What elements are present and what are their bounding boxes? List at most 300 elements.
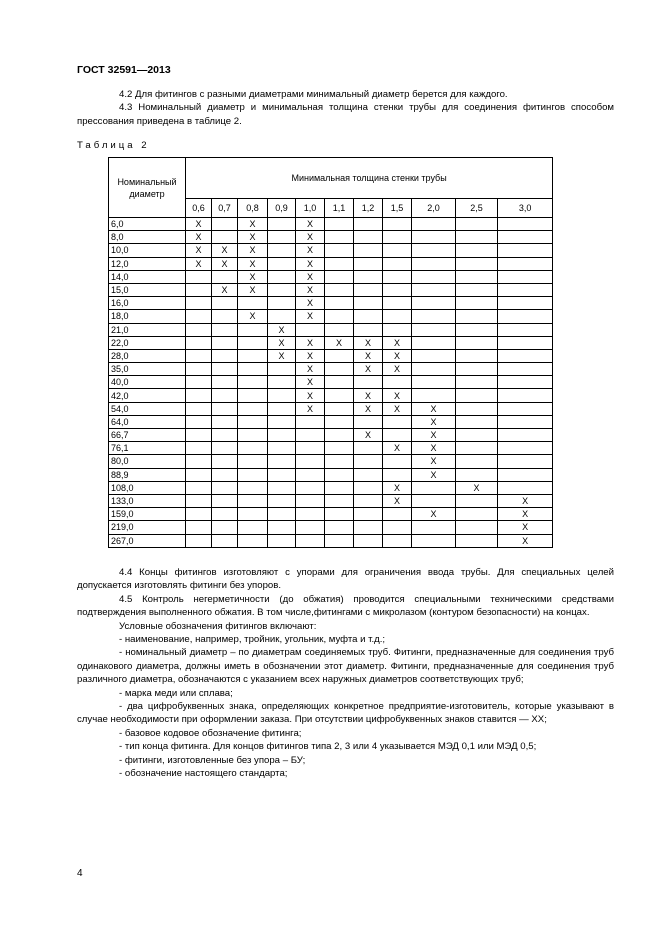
mark-cell: X xyxy=(296,244,325,257)
mark-cell xyxy=(238,389,268,402)
diameter-cell: 16,0 xyxy=(109,297,186,310)
mark-cell xyxy=(325,534,354,547)
mark-cell: X xyxy=(354,349,383,362)
mark-cell: X xyxy=(238,310,268,323)
mark-cell xyxy=(498,349,553,362)
mark-cell xyxy=(268,218,296,231)
diameter-cell: 28,0 xyxy=(109,349,186,362)
mark-cell xyxy=(268,534,296,547)
mark-cell xyxy=(212,218,238,231)
mark-cell xyxy=(268,376,296,389)
mark-cell xyxy=(296,442,325,455)
body-paragraph: 4.4 Концы фитингов изготовляют с упорами для ограничения ввода трубы. Для специальных целей допускается изготовлять фитинги без упоров. xyxy=(77,567,614,592)
mark-cell xyxy=(238,481,268,494)
mark-cell: X xyxy=(296,402,325,415)
mark-cell xyxy=(383,257,412,270)
mark-cell xyxy=(498,402,553,415)
diameter-cell: 64,0 xyxy=(109,415,186,428)
table-row xyxy=(109,257,553,270)
mark-cell xyxy=(325,283,354,296)
body-paragraph: 4.5 Контроль негерметичности (до обжатия) проводится специальными техническими средствами подтверждения выполненного обжатия. В том числе,фитингами с микролазом (контуром безопасности) на концах. xyxy=(77,593,614,619)
column-group-header-min-wall-thickness: Минимальная толщина стенки трубы xyxy=(186,158,553,199)
mark-cell xyxy=(268,442,296,455)
mark-cell: X xyxy=(186,231,212,244)
mark-cell: X xyxy=(238,231,268,244)
mark-cell xyxy=(325,455,354,468)
diameter-cell: 133,0 xyxy=(109,494,186,507)
mark-cell xyxy=(238,494,268,507)
mark-cell xyxy=(186,455,212,468)
mark-cell xyxy=(325,363,354,376)
diameter-cell: 35,0 xyxy=(109,363,186,376)
mark-cell xyxy=(412,349,456,362)
mark-cell: X xyxy=(498,494,553,507)
mark-cell xyxy=(238,336,268,349)
mark-cell xyxy=(325,231,354,244)
mark-cell xyxy=(383,323,412,336)
mark-cell xyxy=(498,323,553,336)
mark-cell: X xyxy=(412,402,456,415)
mark-cell xyxy=(412,218,456,231)
mark-cell xyxy=(354,257,383,270)
mark-cell xyxy=(238,521,268,534)
thickness-header-cell: 0,9 xyxy=(268,199,296,218)
body-paragraph: Условные обозначения фитингов включают: xyxy=(119,620,317,632)
mark-cell xyxy=(498,310,553,323)
mark-cell xyxy=(212,349,238,362)
mark-cell: X xyxy=(498,508,553,521)
mark-cell xyxy=(238,323,268,336)
thickness-header-cell: 1,1 xyxy=(325,199,354,218)
document-header: ГОСТ 32591—2013 xyxy=(77,64,171,76)
mark-cell xyxy=(268,402,296,415)
mark-cell xyxy=(354,323,383,336)
mark-cell xyxy=(325,468,354,481)
mark-cell: X xyxy=(186,218,212,231)
mark-cell xyxy=(354,244,383,257)
mark-cell xyxy=(296,521,325,534)
mark-cell xyxy=(325,442,354,455)
mark-cell xyxy=(186,481,212,494)
mark-cell xyxy=(238,429,268,442)
mark-cell xyxy=(268,231,296,244)
mark-cell xyxy=(354,270,383,283)
mark-cell xyxy=(186,323,212,336)
mark-cell xyxy=(456,349,498,362)
mark-cell xyxy=(498,336,553,349)
mark-cell xyxy=(212,521,238,534)
mark-cell: X xyxy=(354,389,383,402)
mark-cell xyxy=(212,429,238,442)
mark-cell xyxy=(498,429,553,442)
mark-cell xyxy=(412,481,456,494)
body-paragraph: - тип конца фитинга. Для концов фитингов типа 2, 3 или 4 указывается МЭД 0,1 или МЭД 0,5; xyxy=(119,741,537,753)
mark-cell: X xyxy=(354,429,383,442)
mark-cell xyxy=(325,494,354,507)
mark-cell xyxy=(186,297,212,310)
mark-cell: X xyxy=(383,336,412,349)
mark-cell xyxy=(412,494,456,507)
mark-cell xyxy=(325,323,354,336)
mark-cell xyxy=(383,270,412,283)
mark-cell xyxy=(498,283,553,296)
mark-cell xyxy=(412,363,456,376)
mark-cell xyxy=(498,481,553,494)
mark-cell xyxy=(383,310,412,323)
mark-cell xyxy=(296,468,325,481)
mark-cell xyxy=(212,481,238,494)
mark-cell xyxy=(325,376,354,389)
mark-cell: X xyxy=(412,455,456,468)
mark-cell: X xyxy=(186,257,212,270)
mark-cell xyxy=(383,521,412,534)
mark-cell xyxy=(498,270,553,283)
mark-cell xyxy=(268,455,296,468)
mark-cell xyxy=(456,402,498,415)
mark-cell: X xyxy=(238,270,268,283)
mark-cell xyxy=(268,310,296,323)
table-row xyxy=(109,244,553,257)
mark-cell xyxy=(354,481,383,494)
mark-cell xyxy=(383,455,412,468)
mark-cell xyxy=(412,534,456,547)
mark-cell: X xyxy=(456,481,498,494)
mark-cell xyxy=(238,442,268,455)
mark-cell: X xyxy=(296,257,325,270)
intro-text xyxy=(77,88,614,128)
mark-cell xyxy=(354,442,383,455)
mark-cell xyxy=(354,415,383,428)
paragraph-4-2: 4.2 Для фитингов с разными диаметрами минимальный диаметр берется для каждого. xyxy=(119,89,508,100)
mark-cell xyxy=(354,508,383,521)
mark-cell xyxy=(296,415,325,428)
mark-cell xyxy=(412,323,456,336)
mark-cell: X xyxy=(296,389,325,402)
mark-cell: X xyxy=(354,363,383,376)
mark-cell xyxy=(238,376,268,389)
mark-cell xyxy=(412,283,456,296)
mark-cell xyxy=(456,455,498,468)
mark-cell xyxy=(186,336,212,349)
mark-cell xyxy=(498,389,553,402)
mark-cell xyxy=(498,376,553,389)
table-row xyxy=(109,415,553,428)
mark-cell xyxy=(325,310,354,323)
mark-cell xyxy=(456,231,498,244)
mark-cell xyxy=(456,494,498,507)
thickness-header-cell: 0,7 xyxy=(212,199,238,218)
mark-cell: X xyxy=(238,244,268,257)
mark-cell: X xyxy=(296,218,325,231)
mark-cell xyxy=(412,231,456,244)
mark-cell xyxy=(186,283,212,296)
mark-cell xyxy=(456,257,498,270)
mark-cell xyxy=(456,323,498,336)
mark-cell xyxy=(212,442,238,455)
mark-cell xyxy=(456,429,498,442)
mark-cell xyxy=(498,244,553,257)
mark-cell: X xyxy=(412,415,456,428)
mark-cell xyxy=(325,521,354,534)
mark-cell: X xyxy=(412,429,456,442)
mark-cell xyxy=(412,389,456,402)
mark-cell xyxy=(456,508,498,521)
mark-cell xyxy=(186,442,212,455)
mark-cell xyxy=(456,376,498,389)
mark-cell xyxy=(354,468,383,481)
mark-cell xyxy=(212,402,238,415)
mark-cell: X xyxy=(383,389,412,402)
mark-cell xyxy=(456,310,498,323)
mark-cell xyxy=(354,455,383,468)
body-paragraph: - марка меди или сплава; xyxy=(119,687,233,699)
mark-cell xyxy=(238,415,268,428)
table-row xyxy=(109,218,553,231)
diameter-cell: 8,0 xyxy=(109,231,186,244)
mark-cell: X xyxy=(296,336,325,349)
diameter-cell: 22,0 xyxy=(109,336,186,349)
table-row xyxy=(109,376,553,389)
mark-cell: X xyxy=(325,336,354,349)
table-row xyxy=(109,481,553,494)
mark-cell xyxy=(456,363,498,376)
diameter-cell: 6,0 xyxy=(109,218,186,231)
mark-cell xyxy=(268,415,296,428)
mark-cell: X xyxy=(268,349,296,362)
column-header-nominal-diameter: Номинальный диаметр xyxy=(109,158,186,218)
mark-cell xyxy=(238,297,268,310)
mark-cell xyxy=(212,468,238,481)
mark-cell xyxy=(412,297,456,310)
mark-cell xyxy=(456,534,498,547)
mark-cell xyxy=(354,218,383,231)
mark-cell xyxy=(456,442,498,455)
mark-cell: X xyxy=(212,257,238,270)
mark-cell xyxy=(212,323,238,336)
table-row xyxy=(109,297,553,310)
diameter-cell: 12,0 xyxy=(109,257,186,270)
mark-cell xyxy=(186,310,212,323)
mark-cell xyxy=(325,481,354,494)
mark-cell: X xyxy=(268,336,296,349)
mark-cell: X xyxy=(412,508,456,521)
mark-cell xyxy=(268,468,296,481)
thickness-header-cell: 0,8 xyxy=(238,199,268,218)
diameter-cell: 76,1 xyxy=(109,442,186,455)
mark-cell xyxy=(296,429,325,442)
mark-cell: X xyxy=(383,481,412,494)
mark-cell xyxy=(238,402,268,415)
body-paragraph: - два цифробуквенных знака, определяющих конкретное предприятие-изготовитель, которые указывают в случае необходимости при оформлении заказа. При отсутствии цифробуквенных знаков ставится — ХХ; xyxy=(77,701,614,726)
mark-cell xyxy=(325,297,354,310)
thickness-header-cell: 1,0 xyxy=(296,199,325,218)
diameter-cell: 267,0 xyxy=(109,534,186,547)
mark-cell xyxy=(354,231,383,244)
thickness-header-cell: 1,2 xyxy=(354,199,383,218)
mark-cell xyxy=(268,363,296,376)
mark-cell xyxy=(354,310,383,323)
mark-cell xyxy=(383,218,412,231)
diameter-cell: 108,0 xyxy=(109,481,186,494)
page-number: 4 xyxy=(77,868,83,879)
mark-cell xyxy=(412,244,456,257)
mark-cell xyxy=(296,323,325,336)
mark-cell xyxy=(186,389,212,402)
thickness-header-cell: 3,0 xyxy=(498,199,553,218)
mark-cell xyxy=(456,218,498,231)
mark-cell xyxy=(212,455,238,468)
mark-cell xyxy=(383,534,412,547)
mark-cell xyxy=(456,270,498,283)
mark-cell xyxy=(238,455,268,468)
mark-cell xyxy=(325,257,354,270)
mark-cell: X xyxy=(212,283,238,296)
mark-cell xyxy=(354,297,383,310)
mark-cell: X xyxy=(238,257,268,270)
mark-cell xyxy=(498,455,553,468)
mark-cell xyxy=(383,244,412,257)
mark-cell xyxy=(383,429,412,442)
table-row xyxy=(109,429,553,442)
mark-cell xyxy=(354,494,383,507)
mark-cell xyxy=(325,415,354,428)
mark-cell xyxy=(186,494,212,507)
mark-cell xyxy=(268,481,296,494)
body-paragraph: - обозначение настоящего стандарта; xyxy=(119,768,288,780)
mark-cell xyxy=(238,363,268,376)
diameter-cell: 14,0 xyxy=(109,270,186,283)
mark-cell xyxy=(212,363,238,376)
table-row xyxy=(109,494,553,507)
mark-cell xyxy=(498,363,553,376)
mark-cell xyxy=(412,257,456,270)
mark-cell: X xyxy=(383,494,412,507)
mark-cell xyxy=(383,283,412,296)
mark-cell: X xyxy=(296,283,325,296)
mark-cell xyxy=(296,481,325,494)
mark-cell xyxy=(383,376,412,389)
mark-cell xyxy=(498,442,553,455)
mark-cell xyxy=(212,270,238,283)
table-row xyxy=(109,534,553,547)
mark-cell xyxy=(212,389,238,402)
table-caption: Таблица 2 xyxy=(77,140,150,151)
mark-cell: X xyxy=(296,349,325,362)
mark-cell xyxy=(268,508,296,521)
mark-cell xyxy=(383,468,412,481)
diameter-cell: 159,0 xyxy=(109,508,186,521)
mark-cell xyxy=(186,349,212,362)
mark-cell xyxy=(325,218,354,231)
mark-cell xyxy=(268,297,296,310)
thickness-header-cell: 2,0 xyxy=(412,199,456,218)
mark-cell xyxy=(456,283,498,296)
table-row xyxy=(109,508,553,521)
diameter-cell: 40,0 xyxy=(109,376,186,389)
diameter-cell: 88,9 xyxy=(109,468,186,481)
paragraph-4-3: 4.3 Номинальный диаметр и минимальная толщина стенки трубы для соединения фитингов способом прессования приведена в таблице 2. xyxy=(77,102,614,127)
table-row xyxy=(109,336,553,349)
mark-cell: X xyxy=(238,283,268,296)
mark-cell: X xyxy=(186,244,212,257)
table-row xyxy=(109,363,553,376)
mark-cell: X xyxy=(354,402,383,415)
mark-cell xyxy=(212,310,238,323)
mark-cell xyxy=(268,257,296,270)
mark-cell xyxy=(296,494,325,507)
mark-cell xyxy=(296,455,325,468)
mark-cell: X xyxy=(498,534,553,547)
mark-cell xyxy=(238,349,268,362)
mark-cell xyxy=(186,402,212,415)
mark-cell xyxy=(325,508,354,521)
mark-cell xyxy=(383,231,412,244)
body-paragraph: - наименование, например, тройник, угольник, муфта и т.д.; xyxy=(119,634,386,646)
body-text xyxy=(77,566,614,781)
mark-cell: X xyxy=(296,270,325,283)
mark-cell xyxy=(325,349,354,362)
mark-cell xyxy=(268,389,296,402)
table-row xyxy=(109,389,553,402)
mark-cell xyxy=(212,508,238,521)
mark-cell xyxy=(296,534,325,547)
mark-cell xyxy=(354,283,383,296)
mark-cell xyxy=(268,429,296,442)
diameter-cell: 21,0 xyxy=(109,323,186,336)
mark-cell xyxy=(456,297,498,310)
mark-cell xyxy=(238,508,268,521)
mark-cell xyxy=(212,534,238,547)
mark-cell xyxy=(456,468,498,481)
mark-cell xyxy=(212,494,238,507)
mark-cell xyxy=(325,429,354,442)
mark-cell: X xyxy=(383,402,412,415)
mark-cell: X xyxy=(296,310,325,323)
mark-cell: X xyxy=(412,468,456,481)
mark-cell xyxy=(354,521,383,534)
mark-cell xyxy=(412,376,456,389)
table-row xyxy=(109,323,553,336)
mark-cell xyxy=(186,429,212,442)
mark-cell xyxy=(498,231,553,244)
wall-thickness-table xyxy=(108,157,553,548)
table-row xyxy=(109,442,553,455)
mark-cell xyxy=(268,521,296,534)
mark-cell xyxy=(186,376,212,389)
mark-cell xyxy=(186,468,212,481)
table-row xyxy=(109,283,553,296)
mark-cell xyxy=(325,402,354,415)
mark-cell xyxy=(456,244,498,257)
mark-cell xyxy=(456,389,498,402)
mark-cell: X xyxy=(296,231,325,244)
mark-cell xyxy=(212,336,238,349)
mark-cell: X xyxy=(354,336,383,349)
mark-cell: X xyxy=(238,218,268,231)
mark-cell xyxy=(498,257,553,270)
mark-cell xyxy=(354,534,383,547)
table-row xyxy=(109,231,553,244)
mark-cell xyxy=(268,270,296,283)
mark-cell xyxy=(456,415,498,428)
diameter-cell: 80,0 xyxy=(109,455,186,468)
mark-cell xyxy=(212,415,238,428)
mark-cell xyxy=(268,283,296,296)
mark-cell xyxy=(212,231,238,244)
table-row xyxy=(109,402,553,415)
table-row xyxy=(109,455,553,468)
mark-cell xyxy=(412,270,456,283)
